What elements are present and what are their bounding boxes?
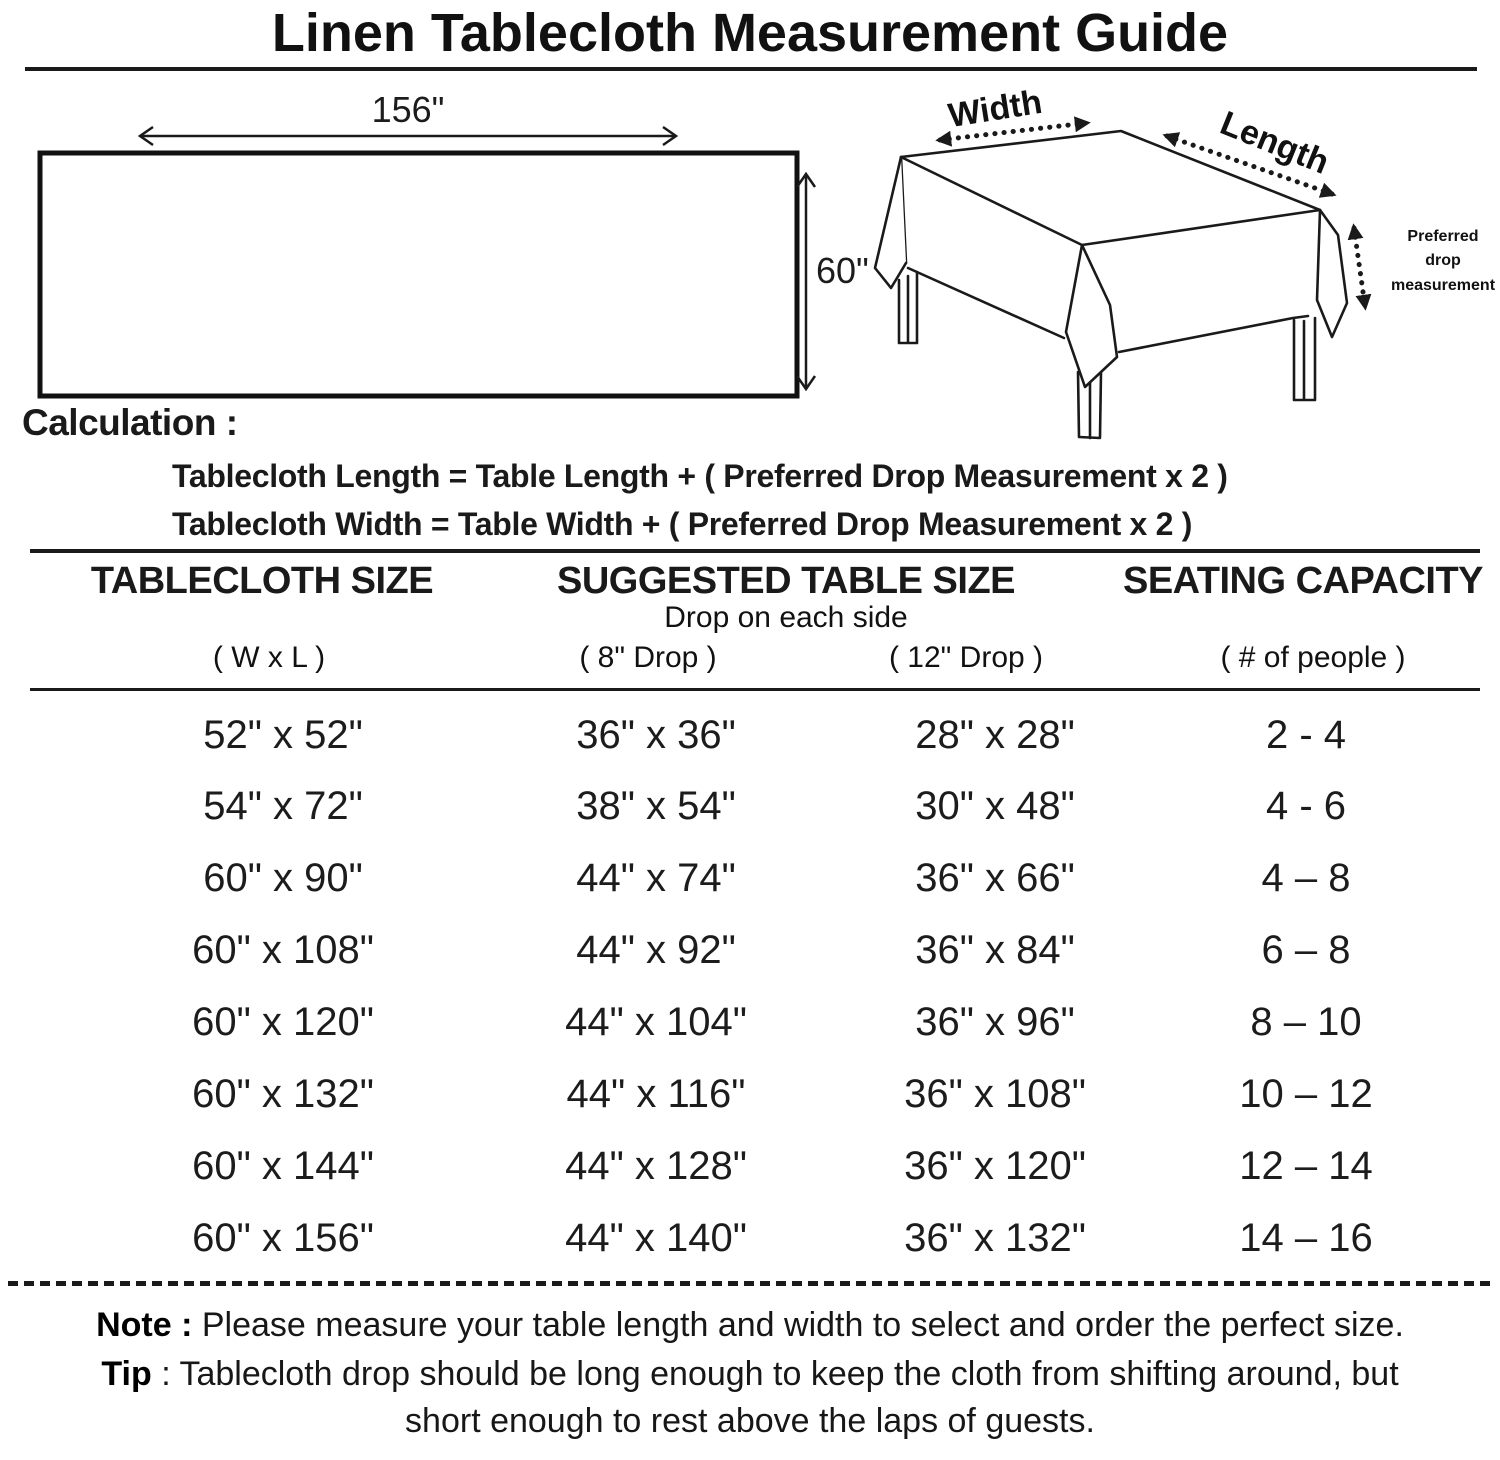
seating-capacity-value: 4 - 6 [1265,784,1347,828]
table-size-8drop-value: 44" x 104" [565,1000,747,1044]
subheader-12-drop: ( 12" Drop ) [888,641,1044,674]
length-arrow-label: Length [1214,104,1335,182]
table-size-12drop-value: 30" x 48" [915,784,1075,828]
svg-text:Preferred: Preferred [1407,228,1479,245]
drop-subtitle: Drop on each side [664,601,908,634]
table-top-divider [30,549,1480,553]
seating-capacity-value: 12 – 14 [1239,1144,1373,1188]
tip-line-1 [0,1355,1500,1394]
table-size-8drop-value: 44" x 116" [566,1072,746,1116]
subheader-8-drop: ( 8" Drop ) [579,641,717,674]
calculation-heading: Calculation : [22,402,238,443]
seating-capacity-value: 10 – 12 [1239,1072,1373,1116]
width-arrow-label: Width [945,82,1045,136]
seating-capacity-value: 6 – 8 [1261,928,1351,972]
tablecloth-size-value: 60" x 108" [192,928,374,972]
height-measure-arrow-icon [797,174,815,389]
svg-text:measurement: measurement [1390,277,1496,294]
page-title: Linen Tablecloth Measurement Guide [271,3,1229,63]
table-size-8drop-value: 44" x 140" [565,1216,747,1260]
table-size-12drop-value: 36" x 96" [915,1000,1075,1044]
column-header-seating-capacity: SEATING CAPACITY [1122,560,1484,602]
tablecloth-size-value: 60" x 90" [203,856,363,900]
tip-label: Tip [101,1355,152,1393]
rect-height-label: 60" [816,250,869,291]
tablecloth-rectangle [40,153,797,396]
drop-measurement-label [1391,228,1496,294]
note-label: Note : [96,1306,193,1344]
column-header-suggested-table-size: SUGGESTED TABLE SIZE [556,560,1016,602]
table-illustration [875,131,1347,438]
seating-capacity-value: 2 - 4 [1265,713,1347,757]
table-row [0,781,1500,831]
table-size-12drop-value: 36" x 120" [904,1144,1086,1188]
rect-width-label: 156" [371,89,445,130]
formula-width: Tablecloth Width = Table Width + ( Preferred Drop Measurement x 2 ) [172,506,1193,542]
tip-text-line1: : Tablecloth drop should be long enough to keep the cloth from shifting around, but [161,1355,1399,1393]
table-size-12drop-value: 36" x 66" [915,856,1075,900]
tablecloth-size-value: 54" x 72" [203,784,363,828]
table-row [0,1141,1500,1191]
tablecloth-size-value: 60" x 132" [192,1072,374,1116]
note-line [0,1306,1500,1345]
table-size-12drop-value: 36" x 132" [904,1216,1086,1260]
header-divider [30,688,1480,691]
drop-dotted-arrow-icon [1354,228,1365,306]
table-row [0,1069,1500,1119]
table-size-12drop-value: 28" x 28" [915,713,1075,757]
table-size-12drop-value: 36" x 84" [915,928,1075,972]
subheader-wxl: ( W x L ) [212,641,326,674]
front-cloth-flap [1066,245,1117,387]
table-row [0,853,1500,903]
seating-capacity-value: 8 – 10 [1250,1000,1362,1044]
formula-length: Tablecloth Length = Table Length + ( Preferred Drop Measurement x 2 ) [172,458,1228,494]
tablecloth-size-value: 52" x 52" [203,713,363,757]
table-size-8drop-value: 44" x 128" [565,1144,747,1188]
dashed-divider [8,1281,1492,1286]
table-size-8drop-value: 38" x 54" [576,784,736,828]
tablecloth-rectangle-diagram [40,89,869,396]
table-size-8drop-value: 36" x 36" [576,713,736,757]
right-cloth-flap [1317,210,1347,337]
tablecloth-size-value: 60" x 120" [192,1000,374,1044]
table-row [0,925,1500,975]
seating-capacity-value: 14 – 16 [1239,1216,1373,1260]
tip-line-2 [0,1402,1500,1441]
table-size-12drop-value: 36" x 108" [904,1072,1086,1116]
table-size-8drop-value: 44" x 74" [576,856,736,900]
column-header-tablecloth-size: TABLECLOTH SIZE [90,560,434,602]
note-text: Please measure your table length and width to select and order the perfect size. [201,1306,1404,1344]
tablecloth-size-value: 60" x 144" [192,1144,374,1188]
table-row [0,997,1500,1047]
seating-capacity-value: 4 – 8 [1261,856,1351,900]
svg-text:drop: drop [1425,252,1461,269]
title-divider [25,67,1477,71]
table-size-8drop-value: 44" x 92" [576,928,736,972]
table-row [0,1213,1500,1263]
tablecloth-size-value: 60" x 156" [192,1216,374,1260]
subheader-people: ( # of people ) [1220,641,1406,674]
tip-text-line2: short enough to rest above the laps of guests. [405,1402,1095,1440]
table-row [0,710,1500,760]
